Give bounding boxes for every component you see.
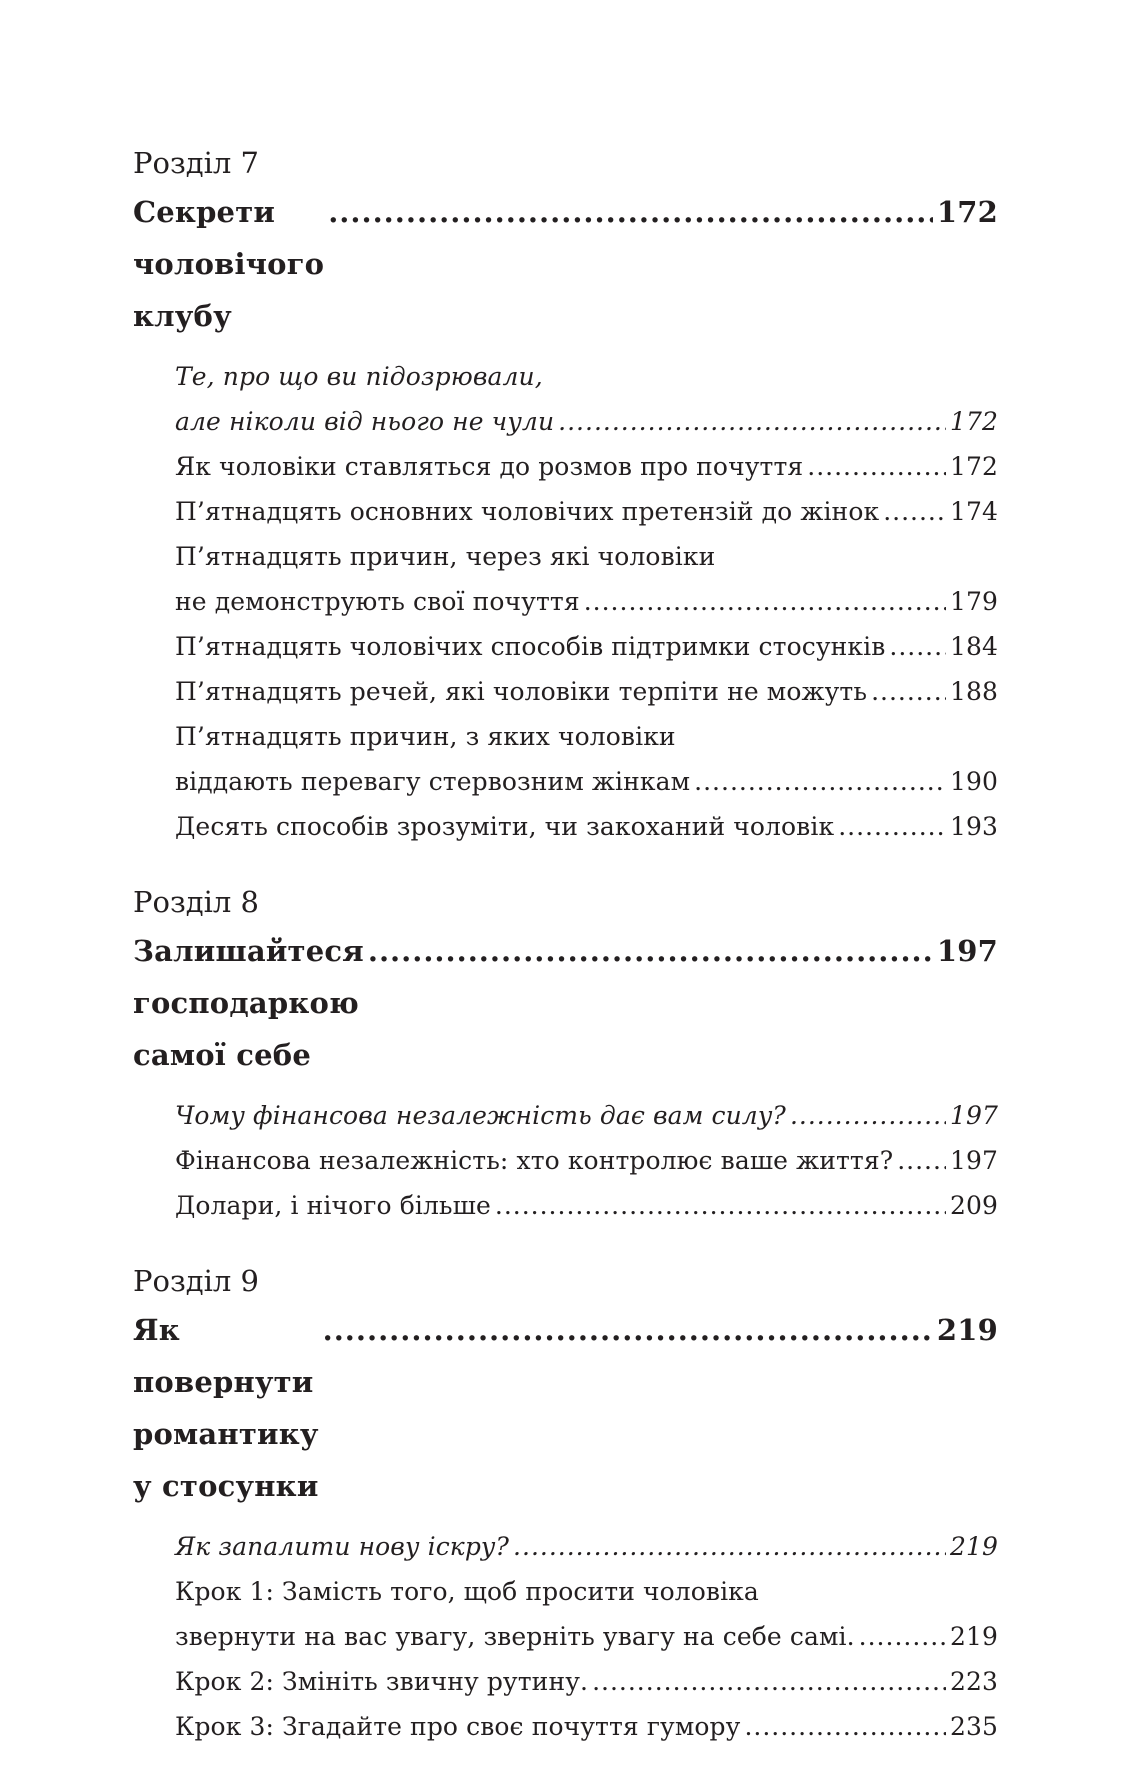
leader-dots: [323, 1304, 933, 1356]
toc-entry[interactable]: [175, 1524, 998, 1569]
leader-dots: [889, 624, 946, 669]
leader-dots: [897, 1138, 946, 1183]
page-number: 219: [949, 1532, 998, 1561]
chapter-title: Секрети чоловічого клубу: [133, 195, 325, 333]
chapter-9: [133, 1258, 998, 1749]
page-number: 193: [949, 812, 998, 841]
chapter-label: Розділ 7: [133, 146, 260, 180]
section-list: [133, 1093, 998, 1228]
page-number: 188: [949, 677, 998, 706]
entry-text: П’ятнадцять основних чоловічих претензій до жінок: [175, 497, 880, 526]
page-number: 197: [949, 1101, 998, 1130]
toc-entry[interactable]: [175, 534, 998, 624]
toc-entry[interactable]: [175, 624, 998, 669]
toc-entry[interactable]: [175, 489, 998, 534]
chapter-title-entry[interactable]: [133, 186, 998, 342]
chapter-title-entry[interactable]: [133, 925, 998, 1081]
chapter-title-entry[interactable]: [133, 1304, 998, 1512]
leader-dots: [790, 1093, 946, 1138]
entry-text: Крок 3: Згадайте про своє почуття гумору: [175, 1712, 741, 1741]
entry-text-line-1: П’ятнадцять причин, через які чоловіки: [175, 542, 716, 571]
toc-entry[interactable]: [175, 444, 998, 489]
leader-dots: [744, 1704, 946, 1749]
chapter-8: [133, 879, 998, 1228]
toc-entry[interactable]: [175, 1569, 998, 1659]
table-of-contents: [133, 140, 998, 1779]
entry-text: П’ятнадцять чоловічих способів підтримки стосунків: [175, 632, 886, 661]
page-number: 184: [949, 632, 998, 661]
page-number: 190: [949, 767, 998, 796]
entry-text: Як чоловіки ставляться до розмов про почуття: [175, 452, 804, 481]
leader-dots: [584, 579, 946, 624]
page-number: 179: [949, 587, 998, 616]
chapter-title: Як повернути романтику у стосунки: [133, 1313, 319, 1503]
toc-entry[interactable]: [175, 1093, 998, 1138]
leader-dots: [368, 925, 933, 977]
leader-dots: [495, 1183, 946, 1228]
toc-entry[interactable]: [175, 804, 998, 849]
entry-text: Як запалити нову іскру?: [175, 1532, 510, 1561]
leader-dots: [694, 759, 946, 804]
toc-entry[interactable]: [175, 1183, 998, 1228]
entry-text: Долари, і нічого більше: [175, 1191, 491, 1220]
chapter-title: Залишайтеся господаркою самої себе: [133, 934, 364, 1072]
section-list: [133, 1524, 998, 1749]
entry-text-line-2: не демонструють свої почуття: [175, 587, 580, 616]
chapter-label: Розділ 8: [133, 885, 260, 919]
toc-entry[interactable]: [175, 669, 998, 714]
leader-dots: [807, 444, 946, 489]
entry-text: Десять способів зрозуміти, чи закоханий чоловік: [175, 812, 835, 841]
entry-text-line-2: звернути на вас увагу, зверніть увагу на себе самі.: [175, 1622, 855, 1651]
page-number: 197: [949, 1146, 998, 1175]
leader-dots: [328, 186, 933, 238]
toc-entry[interactable]: [175, 1138, 998, 1183]
section-list: [133, 354, 998, 849]
entry-text: Чому фінансова незалежність дає вам силу?: [175, 1101, 786, 1130]
page-number: 197: [936, 934, 998, 968]
entry-text-line-1: П’ятнадцять причин, з яких чоловіки: [175, 722, 676, 751]
leader-dots: [871, 669, 946, 714]
toc-entry[interactable]: [175, 714, 998, 804]
entry-text-line-1: Те, про що ви підозрювали,: [175, 362, 543, 391]
toc-entry[interactable]: [175, 1704, 998, 1749]
leader-dots: [859, 1614, 946, 1659]
leader-dots: [883, 489, 946, 534]
page-number: 172: [949, 452, 998, 481]
toc-entry[interactable]: [175, 354, 998, 444]
entry-text: Фінансова незалежність: хто контролює ваше життя?: [175, 1146, 894, 1175]
page-number: 219: [949, 1622, 998, 1651]
page-number: 209: [949, 1191, 998, 1220]
leader-dots: [513, 1524, 946, 1569]
page-number: 172: [949, 407, 998, 436]
page-number: 172: [936, 195, 998, 229]
page-number: 219: [936, 1313, 998, 1347]
entry-text-line-2: віддають перевагу стервозним жінкам: [175, 767, 691, 796]
leader-dots: [592, 1659, 946, 1704]
leader-dots: [558, 399, 946, 444]
entry-text-line-1: Крок 1: Замість того, щоб просити чоловіка: [175, 1577, 759, 1606]
page-number: 223: [949, 1667, 998, 1696]
entry-text: П’ятнадцять речей, які чоловіки терпіти не можуть: [175, 677, 868, 706]
page-number: 235: [949, 1712, 998, 1741]
entry-text-line-2: але ніколи від нього не чули: [175, 407, 555, 436]
entry-text: Крок 2: Змініть звичну рутину.: [175, 1667, 589, 1696]
toc-entry[interactable]: [175, 1659, 998, 1704]
page-number: 174: [949, 497, 998, 526]
chapter-label: Розділ 9: [133, 1264, 260, 1298]
chapter-7: [133, 140, 998, 849]
leader-dots: [838, 804, 946, 849]
